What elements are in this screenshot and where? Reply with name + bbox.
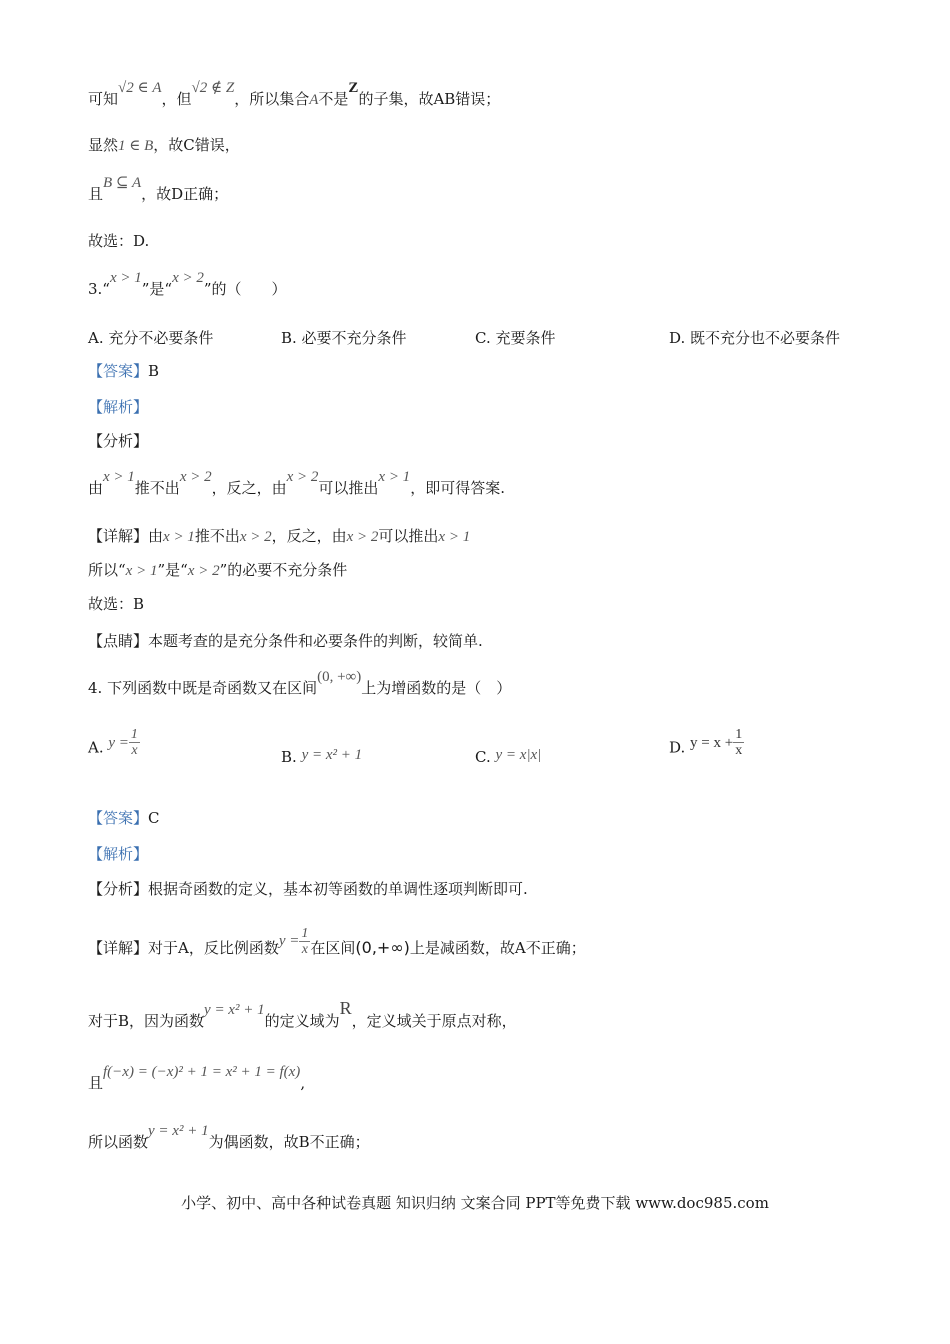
numerator: 1 xyxy=(735,727,743,742)
text-line xyxy=(88,469,505,500)
detail-tag: 【详解】 xyxy=(88,939,149,957)
option-c: C. 充要条件 xyxy=(475,329,556,347)
text: ”是“ xyxy=(157,561,188,579)
text: 不是 xyxy=(318,90,349,108)
math-expression: R xyxy=(339,998,352,1018)
text: 由 xyxy=(148,527,164,545)
text: 3.“ xyxy=(88,280,110,298)
math-expression: f(−x) = (−x)² + 1 = x² + 1 = f(x) xyxy=(103,1064,301,1080)
option-d: D. 既不充分也不必要条件 xyxy=(669,329,841,347)
text: 故选：B xyxy=(88,595,145,613)
text: ，但 xyxy=(161,90,192,108)
text: ”的（ ） xyxy=(203,280,287,298)
option-a: A. 充分不必要条件 xyxy=(88,329,214,347)
text: 根据奇函数的定义，基本初等函数的单调性逐项判断即可. xyxy=(148,880,528,898)
text: ”是“ xyxy=(141,280,173,298)
detail-tag: 【详解】 xyxy=(88,527,149,545)
numerator: 1 xyxy=(301,925,309,941)
math-expression: y = x|x| xyxy=(495,747,542,763)
math-expression: x > 2 xyxy=(239,529,272,545)
text: 在区间 xyxy=(310,939,356,957)
text: 推不出 xyxy=(194,527,240,545)
math-expression: x > 2 xyxy=(187,563,220,579)
text-line xyxy=(88,926,586,971)
text: 且 xyxy=(88,185,104,203)
math-expression: x > 1 xyxy=(103,469,135,485)
fenxi-line xyxy=(88,430,148,452)
math-expression: y = xyxy=(278,933,300,949)
option-c xyxy=(475,748,541,767)
text: 可以推出 xyxy=(378,527,439,545)
option-d xyxy=(669,727,744,764)
text: 所以函数 xyxy=(88,1133,149,1151)
text-line xyxy=(88,230,149,252)
math-expression: y = x² + 1 xyxy=(301,747,363,763)
text: ”的必要不充分条件 xyxy=(219,561,348,579)
fraction xyxy=(129,727,140,758)
option-a xyxy=(88,727,140,764)
text: 所以“ xyxy=(88,561,126,579)
math-expression: y = xyxy=(108,734,129,751)
text: 的子集，故AB错误； xyxy=(358,90,501,108)
answer-value: B xyxy=(148,362,160,380)
analysis-tag: 【解析】 xyxy=(88,845,149,863)
note-tag: 【点睛】 xyxy=(88,632,149,650)
fenxi-tag: 【分析】 xyxy=(88,432,149,450)
text-line xyxy=(88,878,528,900)
math-expression: y = x² + 1 xyxy=(148,1123,209,1139)
text-line xyxy=(88,1123,370,1154)
math-expression: y = x + xyxy=(690,734,734,751)
text: 上是减函数，故A不正确； xyxy=(409,939,586,957)
math-expression: √2 ∈ A xyxy=(118,80,162,96)
answer-value: C xyxy=(148,809,160,827)
text: ，反之，由 xyxy=(211,479,287,497)
question-stem xyxy=(88,669,512,700)
option-b xyxy=(281,748,362,767)
text: ，反之，由 xyxy=(271,527,347,545)
text-line xyxy=(88,593,144,615)
answer-tag: 【答案】 xyxy=(88,362,149,380)
numerator: 1 xyxy=(130,727,138,742)
text: ，故C错误， xyxy=(153,136,240,154)
text: 由 xyxy=(88,479,104,497)
text: ，定义域关于原点对称， xyxy=(351,1012,517,1030)
math-expression: (0,+∞) xyxy=(355,938,410,957)
text: , xyxy=(300,1074,306,1092)
denominator: x xyxy=(735,743,743,758)
fenxi-tag: 【分析】 xyxy=(88,880,149,898)
math-expression: x > 2 xyxy=(346,529,379,545)
text: 为偶函数，故B不正确； xyxy=(208,1133,370,1151)
analysis-tag: 【解析】 xyxy=(88,398,149,416)
text-line xyxy=(88,559,347,582)
option-label: D. xyxy=(669,738,686,757)
text-line xyxy=(88,80,501,111)
option-label: A. xyxy=(88,738,104,757)
fraction xyxy=(299,926,310,957)
text-line xyxy=(88,630,483,652)
text-line xyxy=(88,525,470,548)
text-line xyxy=(88,998,517,1033)
text: 本题考查的是充分条件和必要条件的判断，较简单. xyxy=(148,632,483,650)
text: 显然 xyxy=(88,136,119,154)
math-expression: x > 2 xyxy=(172,270,204,286)
text: 推不出 xyxy=(134,479,180,497)
math-expression: (0, +∞) xyxy=(317,669,362,685)
math-expression: x > 2 xyxy=(179,469,212,485)
text: ，即可得答案. xyxy=(410,479,505,497)
text: ，所以集合 xyxy=(234,90,310,108)
fraction xyxy=(733,727,744,758)
text: 可知 xyxy=(88,90,119,108)
math-expression: x > 1 xyxy=(163,529,195,545)
text-line xyxy=(88,1064,306,1095)
text: 可以推出 xyxy=(318,479,379,497)
math-expression: x > 2 xyxy=(286,469,319,485)
math-expression: x > 1 xyxy=(378,469,411,485)
answer-line xyxy=(88,807,160,829)
denominator: x xyxy=(131,743,138,758)
option-label: C. xyxy=(475,748,491,766)
answer-tag: 【答案】 xyxy=(88,809,149,827)
analysis-line xyxy=(88,396,148,418)
question-stem xyxy=(88,270,287,301)
math-expression: Z xyxy=(348,80,359,96)
text: 对于A，反比例函数 xyxy=(148,939,279,957)
math-expression: x > 1 xyxy=(125,563,158,579)
math-expression: x > 1 xyxy=(109,270,142,286)
option-b: B. 必要不充分条件 xyxy=(281,329,407,347)
math-expression: 1 ∈ B xyxy=(118,138,154,154)
math-expression: y = x² + 1 xyxy=(204,1002,265,1018)
math-expression: B ⊆ A xyxy=(103,175,142,191)
text: 4. 下列函数中既是奇函数又在区间 xyxy=(88,679,318,697)
math-expression: √2 ∉ Z xyxy=(191,80,235,96)
math-expression: x > 1 xyxy=(438,529,471,545)
denominator: x xyxy=(301,941,308,957)
answer-line xyxy=(88,360,159,382)
math-expression: A xyxy=(309,92,319,108)
text: 的定义域为 xyxy=(264,1012,340,1030)
text: ，故D正确； xyxy=(141,185,229,203)
text: 上为增函数的是（ ） xyxy=(361,679,512,697)
text-line xyxy=(88,134,240,157)
text: 对于B，因为函数 xyxy=(88,1012,205,1030)
text-line xyxy=(88,175,229,206)
text: 且 xyxy=(88,1074,104,1092)
analysis-line xyxy=(88,843,148,865)
option-label: B. xyxy=(281,748,297,766)
page-footer: 小学、初中、高中各种试卷真题 知识归纳 文案合同 PPT等免费下载 www.doc985.com xyxy=(181,1194,769,1212)
text: 故选：D. xyxy=(88,232,150,250)
